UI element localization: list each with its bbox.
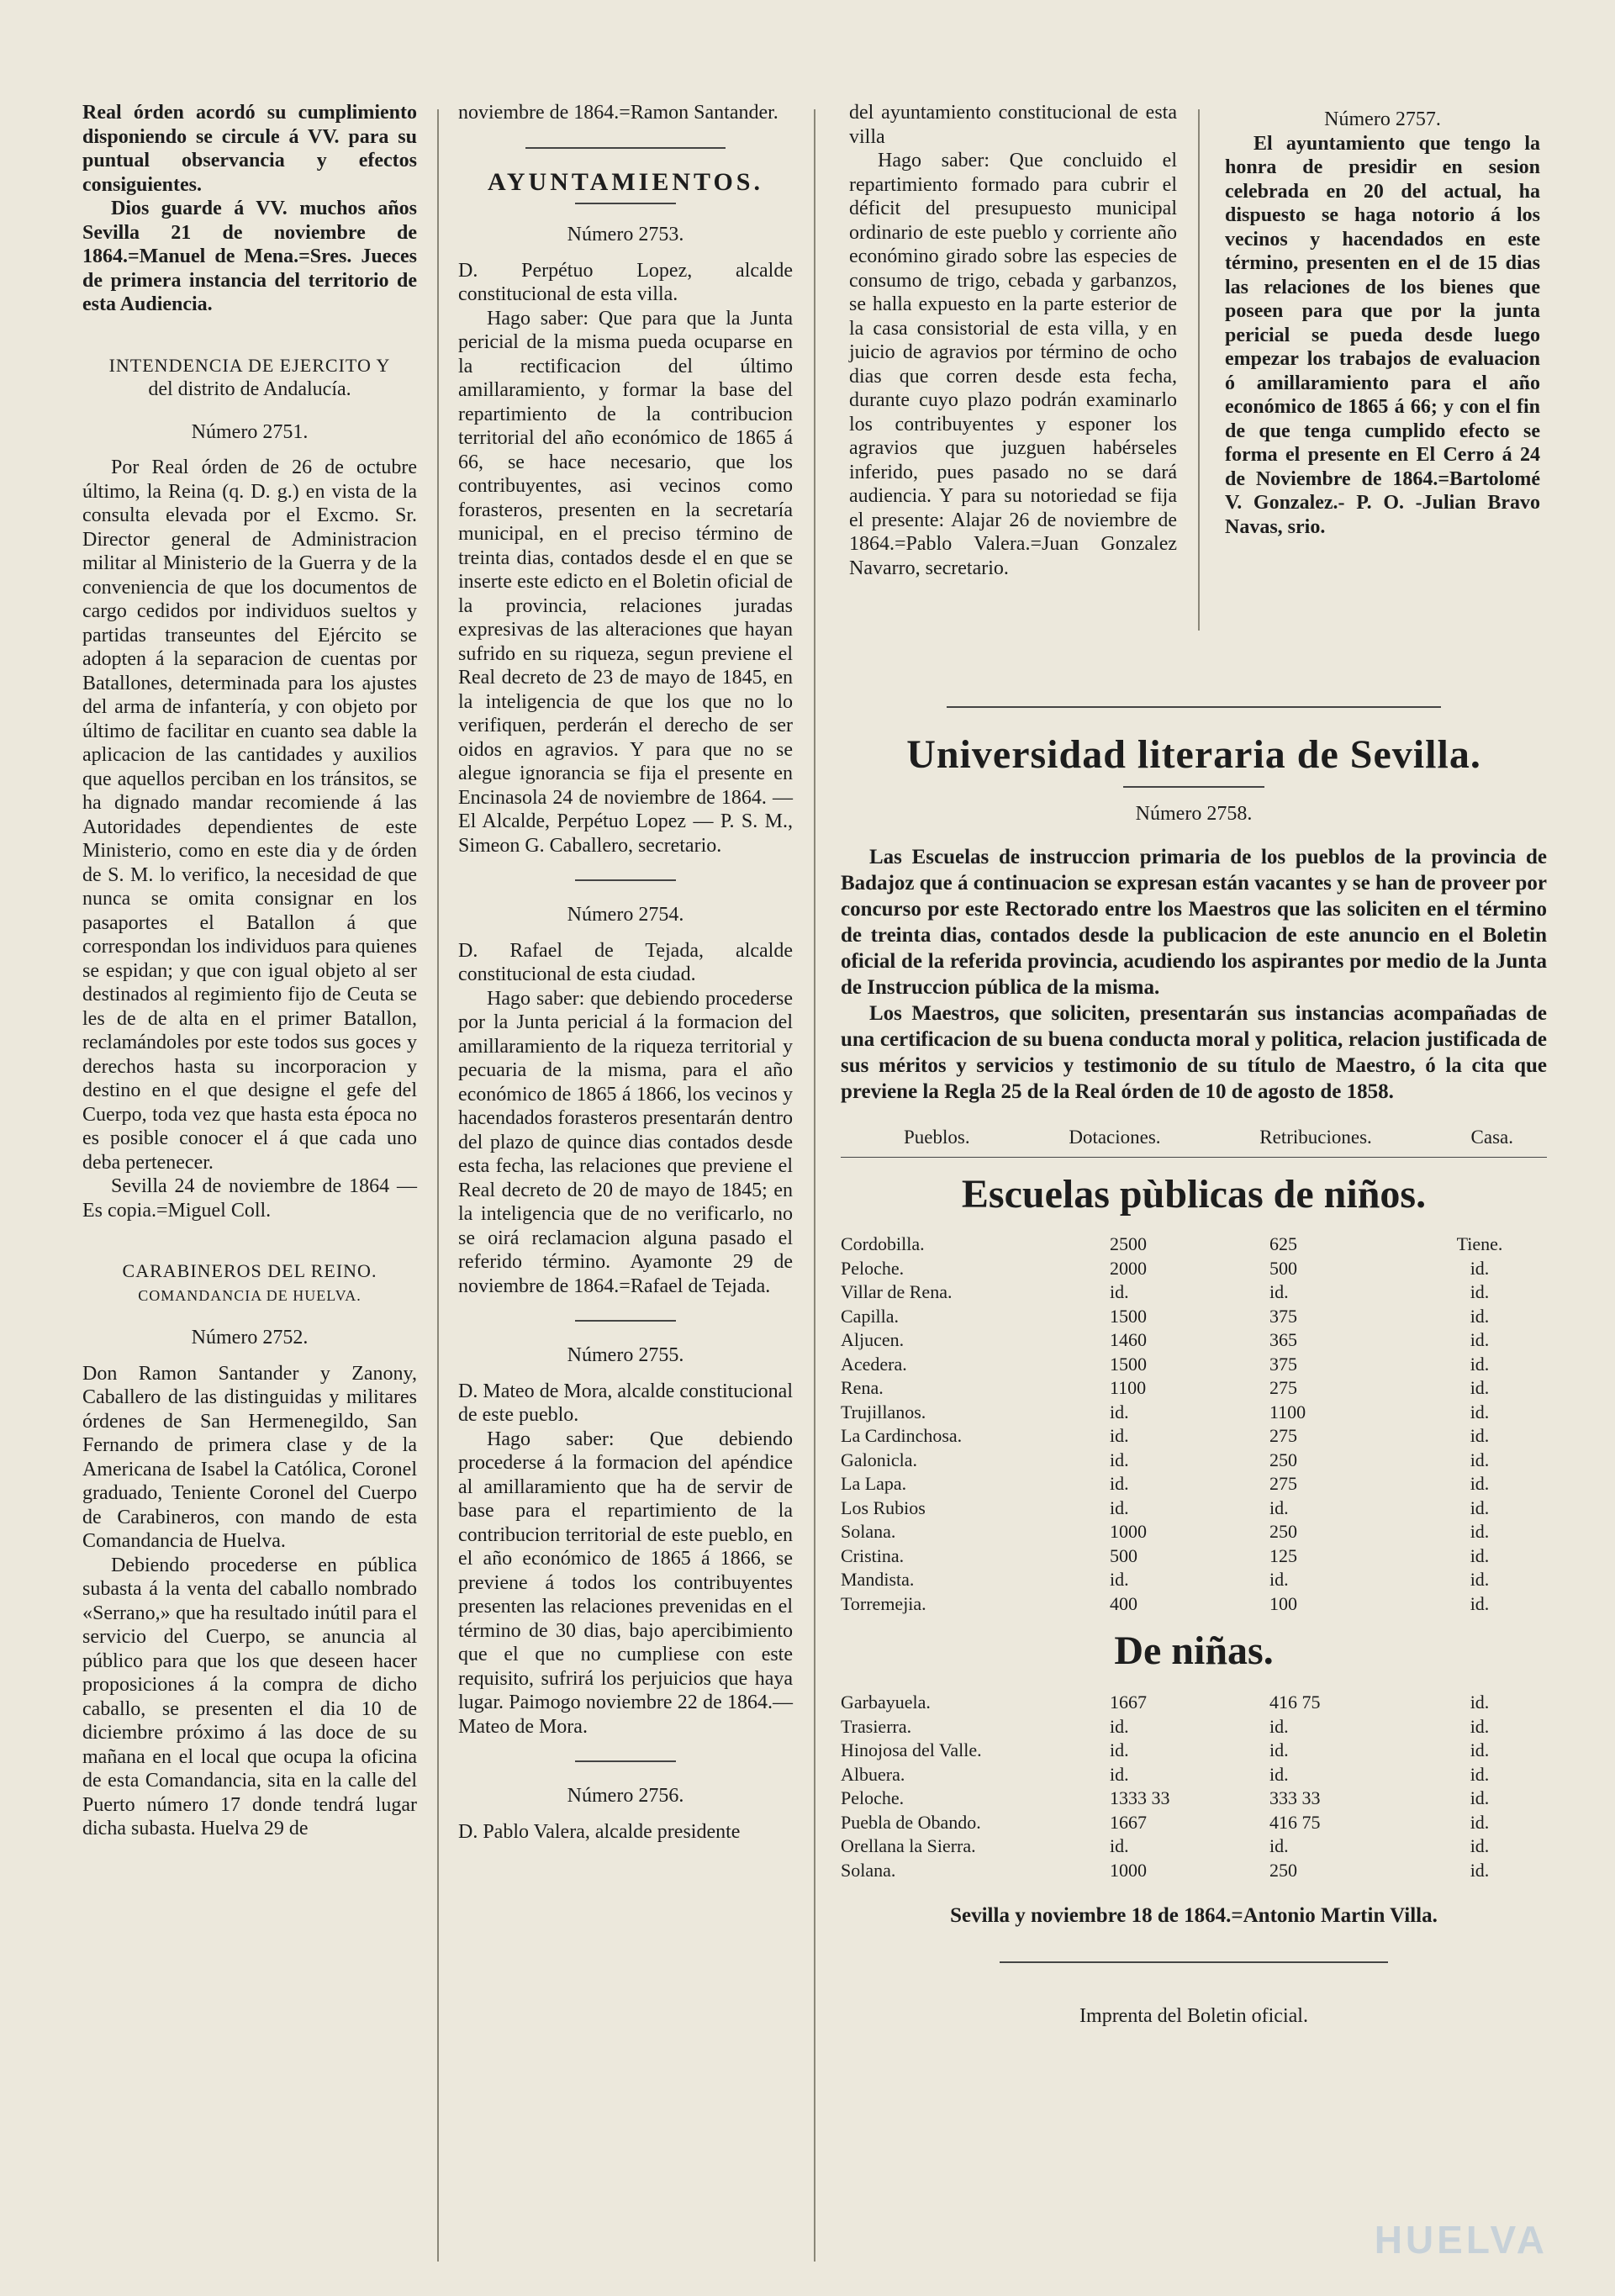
column-header-dotaciones: Dotaciones. [1069,1127,1161,1148]
notice-title-continuation: del ayuntamiento constitucional de esta villa [849,102,1177,148]
cell-dotacion: id. [1110,1739,1129,1760]
separator [525,147,726,149]
notice-title: D. Rafael de Tejada, alcalde constitucional de esta ciudad. [458,939,793,985]
notice-number: Número 2757. [1324,108,1441,130]
section-heading-intendencia: INTENDENCIA DE EJERCITO Y [108,354,391,376]
cell-pueblo: Galonicla. [841,1449,918,1470]
cell-casa: id. [1470,1496,1490,1518]
cell-casa: id. [1470,1859,1490,1881]
cell-dotacion: 2500 [1110,1233,1147,1254]
table-row [841,1449,1547,1473]
decree-intro: Real órden acordó su cumplimiento disponiendo se circule á VV. para su puntual observancia y efectos consiguientes. [82,102,417,196]
cell-dotacion: 2000 [1110,1257,1147,1279]
university-section [841,706,1547,2028]
cell-pueblo: Capilla. [841,1305,900,1327]
cell-dotacion: 1000 [1110,1859,1147,1881]
cell-dotacion: id. [1110,1569,1129,1590]
separator [1123,786,1264,788]
column-1 [82,101,417,1841]
cell-casa: id. [1470,1281,1490,1302]
column-header-retribuciones: Retribuciones. [1259,1127,1372,1148]
column-rule [1198,109,1200,631]
university-title: Universidad literaria de Sevilla. [906,732,1481,777]
table-row [841,1787,1547,1811]
cell-pueblo: La Lapa. [841,1473,907,1494]
column-header-casa: Casa. [1470,1127,1513,1148]
column-rule [437,109,439,2262]
table-row [841,1401,1547,1425]
cell-retribucion: id. [1269,1763,1289,1785]
cell-pueblo: Albuera. [841,1763,905,1785]
table-header [841,1127,1547,1148]
cell-pueblo: Cordobilla. [841,1233,925,1254]
section-heading-ayuntamientos: AYUNTAMIENTOS. [487,167,763,196]
cell-pueblo: Solana. [841,1521,896,1542]
cell-retribucion: 250 [1269,1859,1297,1881]
cell-retribucion: 500 [1269,1257,1297,1279]
notice-title: D. Perpétuo Lopez, alcalde constitucional de esta villa. [458,259,793,305]
table-row [841,1496,1547,1521]
cell-dotacion: 1667 [1110,1692,1147,1713]
university-paragraph: Las Escuelas de instruccion primaria de los pueblos de la provincia de Badajoz que á continuacion se expresan están vacantes y se han de proveer por concurso por este Rectorado entre los Maestros que las soliciten en el término de treinta dias, contados desde la publicacion de este anuncio en el Boletin oficial de la referida provincia, acudiendo los aspirantes por medio de la Junta de Instruccion pública de la misma. [841,846,1547,999]
cell-casa: Tiene. [1456,1233,1503,1254]
notice-body: Hago saber: que debiendo procederse por la Junta pericial á la formacion del amillaramiento de la riqueza territorial y pecuaria de la misma, para el año económico de 1865 á 1866, los vecinos y hacendados forasteros presentarán dentro del plazo de quince dias contados desde esta fecha, las relaciones que previene el Real decreto de 20 de mayo de 1845; en la inteligencia que de no verificarlo, no se oirá reclamacion alguna pasado el referido término. Ayamonte 29 de noviembre de 1864.=Rafael de Tejada. [458,987,793,1297]
notice-title: Don Ramon Santander y Zanony, Caballero de las distinguidas y militares órdenes de San Hermenegildo, San Fernando de primera clase y de la Americana de Isabel la Católica, Coronel graduado, Teniente Coronel del Cuerpo de Carabineros, con mando de esta Comandancia de Huelva. [82,1362,417,1552]
girls-schools-title: De niñas. [1114,1628,1274,1673]
cell-retribucion: 416 75 [1269,1692,1321,1713]
cell-dotacion: 1667 [1110,1811,1147,1833]
table-row [841,1424,1547,1449]
cell-pueblo: Mandista. [841,1569,915,1590]
cell-dotacion: 1460 [1110,1329,1147,1350]
notice-number: Número 2752. [191,1327,309,1349]
notice-body: Hago saber: Que para que la Junta pericial de la misma pueda ocuparse en la rectificacion del último amillaramiento, y formar la base del repartimiento de la contribucion territorial del año económico de 1865 á 66, se hace necesario, que los contribuyentes, asi vecinos como forasteros, presenten en la secretaría municipal, en el preciso término de treinta dias, contados desde el en que se inserte este edicto en el Boletin oficial de la provincia, relaciones juradas expresivas de las alteraciones que hayan sufrido en su riqueza, segun previene el Real decreto de 23 de mayo de 1845, en la inteligencia de que los que no lo verifiquen, perderán el derecho de ser oidos en agravios. Y para que no se alegue ignorancia se fija el presente en Encinasola 24 de noviembre de 1864. —El Alcalde, Perpétuo Lopez — P. S. M., Simeon G. Caballero, secretario. [458,307,793,857]
cell-casa: id. [1470,1353,1490,1375]
table-row [841,1328,1547,1353]
notice-number: Número 2754. [567,904,684,926]
cell-casa: id. [1470,1692,1490,1713]
cell-retribucion: 416 75 [1269,1811,1321,1833]
notice-number: Número 2758. [1135,803,1253,825]
cell-retribucion: 1100 [1269,1401,1306,1422]
cell-dotacion: id. [1110,1401,1129,1422]
cell-casa: id. [1470,1329,1490,1350]
cell-dotacion: id. [1110,1715,1129,1737]
cell-casa: id. [1470,1569,1490,1590]
column-4 [1225,108,1540,539]
archive-watermark: HUELVA [1374,2218,1548,2262]
notice-title: D. Mateo de Mora, alcalde constitucional de este pueblo. [458,1380,793,1426]
cell-retribucion: 275 [1269,1377,1297,1398]
table-row [841,1472,1547,1496]
separator [947,706,1441,708]
cell-dotacion: 1100 [1110,1377,1147,1398]
table-row [841,1715,1547,1739]
cell-retribucion: 375 [1269,1353,1297,1375]
cell-retribucion: 625 [1269,1233,1297,1254]
printer-credit: Imprenta del Boletin oficial. [1079,2005,1308,2027]
cell-casa: id. [1470,1835,1490,1856]
cell-retribucion: id. [1269,1569,1289,1590]
notice-number: Número 2756. [567,1785,684,1807]
cell-pueblo: Peloche. [841,1257,905,1279]
cell-casa: id. [1470,1739,1490,1760]
cell-dotacion: 1500 [1110,1353,1147,1375]
cell-pueblo: Aljucen. [841,1329,905,1350]
cell-pueblo: Rena. [841,1377,884,1398]
notice-number: Número 2751. [191,420,309,443]
cell-dotacion: id. [1110,1496,1129,1518]
cell-casa: id. [1470,1715,1490,1737]
cell-dotacion: id. [1110,1473,1129,1494]
cell-pueblo: Hinojosa del Valle. [841,1739,982,1760]
table-row [841,1232,1547,1257]
cell-retribucion: id. [1269,1835,1289,1856]
separator [841,1157,1547,1158]
cell-casa: id. [1470,1592,1490,1614]
table-row [841,1520,1547,1544]
cell-retribucion: 250 [1269,1521,1297,1542]
notice-continuation: noviembre de 1864.=Ramon Santander. [458,102,778,124]
cell-pueblo: Acedera. [841,1353,907,1375]
cell-pueblo: Cristina. [841,1544,905,1566]
cell-retribucion: 100 [1269,1592,1297,1614]
cell-pueblo: Peloche. [841,1787,905,1808]
cell-retribucion: 275 [1269,1473,1297,1494]
cell-retribucion: 275 [1269,1425,1297,1446]
cell-retribucion: id. [1269,1715,1289,1737]
cell-dotacion: 500 [1110,1544,1137,1566]
table-row [841,1305,1547,1329]
separator [575,879,675,881]
section-subheading: del distrito de Andalucía. [148,378,351,400]
cell-dotacion: 1500 [1110,1305,1147,1327]
cell-dotacion: id. [1110,1449,1129,1470]
cell-retribucion: 333 33 [1269,1787,1321,1808]
cell-dotacion: id. [1110,1763,1129,1785]
cell-pueblo: Trujillanos. [841,1401,926,1422]
notice-title: D. Pablo Valera, alcalde presidente [458,1820,741,1843]
cell-retribucion: id. [1269,1281,1289,1302]
table-row [841,1353,1547,1377]
notice-body: Debiendo procederse en pública subasta á la venta del caballo nombrado «Serrano,» que ha resultado inútil para el servicio del Cuerpo, se anuncia al público para que los que deseen hacer proposiciones á la compra de dicho caballo, se presenten el dia 10 de diciembre próximo á las doce de su mañana en el local que ocupa la oficina de esta Comandancia, sita en la calle del Puerto número 17 donde tendrá lugar dicha subasta. Huelva 29 de [82,1554,417,1839]
boys-schools-table [841,1232,1547,1616]
notice-body: Hago saber: Que concluido el repartimiento formado para cubrir el déficit del presupuesto municipal ordinario de este pueblo y corriente año económino girado sobre las especies de consumo de trigo, cebada y garbanzos, se halla expuesto en la parte esterior de la casa consistorial de esta villa, y en juicio de agravios por término de ocho dias que corren desde esta fecha, durante cuyo plazo podrán examinarlo los contribuyentes y esponer los agravios que juzguen habérseles inferido, pues pasado no se dará audiencia. Y para su notoriedad se fija el presente: Alajar 26 de noviembre de 1864.=Pablo Valera.=Juan Gonzalez Navarro, secretario. [849,150,1177,579]
cell-retribucion: 375 [1269,1305,1297,1327]
table-row [841,1257,1547,1281]
notice-signature: Sevilla 24 de noviembre de 1864 —Es copia.=Miguel Coll. [82,1175,417,1222]
cell-pueblo: La Cardinchosa. [841,1425,963,1446]
notice-body: El ayuntamiento que tengo la honra de presidir en sesion celebrada en 20 del actual, ha dispuesto se haga notorio á los vecinos y hacendados en este término, presenten en el de 15 dias las relaciones de los bienes que poseen para que por la junta pericial se pueda desde luego empezar los trabajos de evaluacion ó amillaramiento para el año económico de 1865 á 66; y con el fin de que tenga cumplido efecto se forma el presente en El Cerro á 24 de Noviembre de 1864.=Bartolomé V. Gonzalez.- P. O. -Julian Bravo Navas, srio. [1225,132,1540,538]
university-signature: Sevilla y noviembre 18 de 1864.=Antonio Martin Villa. [950,1904,1438,1927]
decree-closing: Dios guarde á VV. muchos años Sevilla 21 de noviembre de 1864.=Manuel de Mena.=Sres. Jueces de primera instancia del territorio de esta Audiencia. [82,198,417,315]
university-paragraph: Los Maestros, que soliciten, presentarán sus instancias acompañadas de una certificacion de su buena conducta moral y politica, relacion justificada de sus méritos y servicios y testimonio de su título de Maestro, ó la cita que previene la Regla 25 de la Real órden de 10 de agosto de 1858. [841,1002,1547,1103]
cell-pueblo: Orellana la Sierra. [841,1835,976,1856]
cell-casa: id. [1470,1811,1490,1833]
cell-casa: id. [1470,1521,1490,1542]
table-row [841,1592,1547,1617]
girls-schools-table [841,1691,1547,1882]
column-rule [814,109,815,2262]
cell-retribucion: 365 [1269,1329,1297,1350]
column-3 [849,101,1177,580]
cell-pueblo: Puebla de Obando. [841,1811,981,1833]
separator [575,1760,675,1762]
table-row [841,1280,1547,1305]
table-row [841,1763,1547,1787]
separator [575,1320,675,1322]
cell-dotacion: 1000 [1110,1521,1147,1542]
separator [1000,1961,1388,1963]
cell-retribucion: 250 [1269,1449,1297,1470]
cell-dotacion: 400 [1110,1592,1137,1614]
separator [575,203,675,204]
table-row [841,1739,1547,1763]
column-header-pueblos: Pueblos. [904,1127,970,1148]
table-row [841,1568,1547,1592]
table-row [841,1859,1547,1883]
cell-casa: id. [1470,1787,1490,1808]
cell-casa: id. [1470,1544,1490,1566]
cell-casa: id. [1470,1401,1490,1422]
cell-dotacion: id. [1110,1281,1129,1302]
cell-casa: id. [1470,1763,1490,1785]
cell-pueblo: Solana. [841,1859,896,1881]
cell-casa: id. [1470,1449,1490,1470]
cell-casa: id. [1470,1257,1490,1279]
cell-casa: id. [1470,1305,1490,1327]
cell-retribucion: id. [1269,1739,1289,1760]
cell-pueblo: Trasierra. [841,1715,912,1737]
table-row [841,1834,1547,1859]
notice-number: Número 2753. [567,224,684,245]
cell-pueblo: Garbayuela. [841,1692,931,1713]
table-row [841,1544,1547,1569]
table-row [841,1691,1547,1715]
section-heading-carabineros: CARABINEROS DEL REINO. [122,1260,377,1281]
notice-number: Número 2755. [567,1344,684,1366]
table-row [841,1811,1547,1835]
cell-dotacion: id. [1110,1425,1129,1446]
notice-body: Por Real órden de 26 de octubre último, la Reina (q. D. g.) en vista de la consulta elevada por el Excmo. Sr. Director general de Administracion militar al Ministerio de la Guerra y de la conveniencia de que los documentos de cargo cedidos por individuos sueltos y partidas transeuntes del Ejército se adopten á la separacion de cuentas por Batallones, determinada para los ajustes del arma de infantería, y con objeto por último de facilitar en cuanto sea dable la aplicacion de las cantidades y auxilios que aquellos perciban en los tránsitos, se ha dignado mandar recomiende á las Autoridades dependientes de este Ministerio, como en este dia y de órden de S. M. lo verifico, la necesidad de que nunca se omita consignar en los pasaportes el Batallon á que correspondan los individuos para quienes se espidan; y que con igual objeto al ser destinados al regimiento fijo de Ceuta se les de de alta en el primer Batallon, reclamándoles por este todos sus goces y derechos hasta su incorporacion y destino en el que designe el gefe del Cuerpo, toda vez que hasta esta época no es posible conocer el á que cada uno deba pertenecer. [82,457,417,1174]
cell-pueblo: Los Rubios [841,1496,926,1518]
cell-casa: id. [1470,1425,1490,1446]
column-2 [458,101,793,1844]
cell-casa: id. [1470,1473,1490,1494]
cell-retribucion: 125 [1269,1544,1297,1566]
cell-dotacion: id. [1110,1835,1129,1856]
section-subheading: COMANDANCIA DE HUELVA. [138,1286,362,1304]
boys-schools-title: Escuelas pùblicas de niños. [961,1172,1427,1217]
table-row [841,1376,1547,1401]
cell-retribucion: id. [1269,1496,1289,1518]
cell-dotacion: 1333 33 [1110,1787,1170,1808]
cell-pueblo: Torremejia. [841,1592,926,1614]
cell-casa: id. [1470,1377,1490,1398]
cell-pueblo: Villar de Rena. [841,1281,953,1302]
notice-body: Hago saber: Que debiendo procederse á la formacion del apéndice al amillaramiento que ha de servir de base para el repartimiento de la contribucion territorial de este pueblo, en el año económico de 1865 á 1866, se previene á todos los contribuyentes presenten las relaciones prevenidas en el término de 30 dias, bajo apercibimiento que el que no cumpliese con este requisito, sufrirá los perjuicios que haya lugar. Paimogo noviembre 22 de 1864.—Mateo de Mora. [458,1428,793,1738]
